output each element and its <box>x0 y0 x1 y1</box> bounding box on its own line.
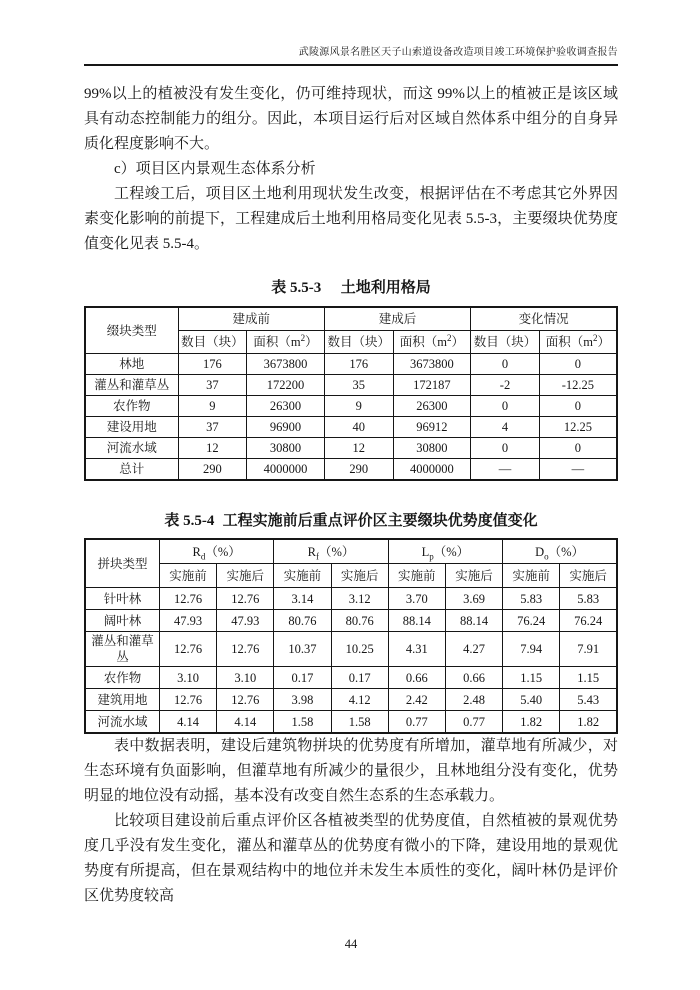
table-cell: 26300 <box>247 396 325 417</box>
row-label: 阔叶林 <box>85 610 159 632</box>
table-cell: 47.93 <box>217 610 274 632</box>
table-cell: 2.48 <box>445 689 502 711</box>
metric-suffix: （%） <box>205 544 241 559</box>
area-label-suffix: ） <box>305 335 318 349</box>
paragraph-landuse-intro: 工程竣工后，项目区土地利用现状发生改变，根据评估在不考虑其它外界因素变化影响的前提下，工程建成后土地利用格局变化见表 5.5-3，主要缀块优势度值变化见表 5.5-4。 <box>84 186 618 252</box>
table-cell: 0.17 <box>331 667 388 689</box>
table2-title-text: 工程实施前后重点评价区主要缀块优势度值变化 <box>222 513 538 529</box>
table-cell: 37 <box>178 417 247 438</box>
metric-letter: D <box>535 544 545 559</box>
paragraph-analysis-1: 表中数据表明，建设后建筑物拼块的优势度有所增加，灌草地有所减少，对生态环境有负面影响，但灌草地有所减少的量很少，且林地组分没有变化，优势明显的地位没有动摇，基本没有改变自然生态系的生态承载力。 <box>84 738 618 804</box>
table1-group-after-header: 建成后 <box>324 307 470 331</box>
table-row <box>85 396 617 417</box>
table1-title-text: 土地利用格局 <box>340 280 431 296</box>
table-cell: 176 <box>178 354 247 375</box>
table2-group-rd-header <box>159 539 273 564</box>
table2-header-groups-row <box>85 539 617 564</box>
table-cell: 12.25 <box>539 417 617 438</box>
table-cell: 0 <box>539 438 617 459</box>
table-cell: 1.82 <box>503 711 560 734</box>
table-cell: 3.70 <box>388 588 445 610</box>
table-cell: — <box>539 459 617 481</box>
table-cell: 88.14 <box>445 610 502 632</box>
table-cell: 12.76 <box>159 588 216 610</box>
table-cell: 5.40 <box>503 689 560 711</box>
table-cell: 0.77 <box>445 711 502 734</box>
table1-count-header: 数目（块） <box>471 331 540 354</box>
table-cell: 0.77 <box>388 711 445 734</box>
table-cell: 7.91 <box>560 632 617 667</box>
table-row <box>85 375 617 396</box>
paragraph-analysis-2: 比较项目建设前后重点评价区各植被类型的优势度值，自然植被的景观优势度几乎没有发生变化，灌丛和灌草丛的优势度有微小的下降，建设用地的景观优势度有所提高，但在景观结构中的地位并未发生本质性的变化，阔叶林仍是评价区优势度较高 <box>84 813 618 904</box>
table-cell: 290 <box>178 459 247 481</box>
table-cell: 0.17 <box>274 667 331 689</box>
table-cell: 4000000 <box>393 459 471 481</box>
table1-header-groups-row <box>85 307 617 331</box>
table-cell: 4.14 <box>159 711 216 734</box>
row-label: 河流水域 <box>85 711 159 734</box>
metric-subscript: o <box>544 551 549 561</box>
table-cell: 10.37 <box>274 632 331 667</box>
row-label: 灌丛和灌草丛 <box>85 375 178 396</box>
table-cell: 2.42 <box>388 689 445 711</box>
area-label-prefix: 面积（m <box>399 335 447 349</box>
table-cell: 1.82 <box>560 711 617 734</box>
table-row <box>85 632 617 667</box>
table-cell: 0 <box>471 396 540 417</box>
table-row <box>85 588 617 610</box>
table-cell: 12 <box>178 438 247 459</box>
metric-letter: R <box>192 544 201 559</box>
table1-count-header: 数目（块） <box>178 331 247 354</box>
table-cell: 3.98 <box>274 689 331 711</box>
area-label-sup: 2 <box>593 332 598 343</box>
table-cell: 12.76 <box>217 632 274 667</box>
table-cell: 35 <box>324 375 393 396</box>
table-row <box>85 711 617 734</box>
row-label: 建筑用地 <box>85 689 159 711</box>
metric-suffix: （%） <box>548 544 585 559</box>
metric-suffix: （%） <box>433 544 470 559</box>
table-cell: 10.25 <box>331 632 388 667</box>
table2-group-rf-header <box>274 539 388 564</box>
table-row <box>85 689 617 711</box>
table-cell: 172200 <box>247 375 325 396</box>
document-body <box>84 82 618 909</box>
metric-subscript: d <box>200 551 206 561</box>
page-header <box>84 0 618 66</box>
table-cell: 5.83 <box>503 588 560 610</box>
header-title: 武陵源风景名胜区天子山索道设备改造项目竣工环境保护验收调查报告 <box>298 47 618 58</box>
table-cell: 1.15 <box>503 667 560 689</box>
table-cell: 12.76 <box>217 689 274 711</box>
table-patch-dominance <box>84 538 618 734</box>
after-impl-header: 实施后 <box>217 564 274 588</box>
table-cell: 290 <box>324 459 393 481</box>
table-cell: 76.24 <box>503 610 560 632</box>
table-cell: 96912 <box>393 417 471 438</box>
table-row <box>85 610 617 632</box>
table-cell: 1.15 <box>560 667 617 689</box>
table-cell: 26300 <box>393 396 471 417</box>
table2-patch-type-header: 拼块类型 <box>85 539 159 588</box>
table-cell: 0 <box>539 354 617 375</box>
metric-suffix: （%） <box>318 544 355 559</box>
table-cell: 3.12 <box>331 588 388 610</box>
table-cell: 12 <box>324 438 393 459</box>
table-cell: 96900 <box>247 417 325 438</box>
row-label: 针叶林 <box>85 588 159 610</box>
table-cell: 4.27 <box>445 632 502 667</box>
table-cell: 80.76 <box>331 610 388 632</box>
table-row <box>85 667 617 689</box>
table-cell: 3.69 <box>445 588 502 610</box>
row-label: 灌丛和灌草丛 <box>85 632 159 667</box>
metric-subscript: f <box>315 551 319 561</box>
area-label-suffix: ） <box>451 335 464 349</box>
before-impl-header: 实施前 <box>388 564 445 588</box>
table-cell: 4 <box>471 417 540 438</box>
table-cell: 4.31 <box>388 632 445 667</box>
table-cell: 9 <box>178 396 247 417</box>
table2-group-lp-header <box>388 539 502 564</box>
area-label-sup: 2 <box>446 332 452 343</box>
table-cell: 47.93 <box>159 610 216 632</box>
metric-subscript: p <box>429 551 434 561</box>
table-cell: 176 <box>324 354 393 375</box>
table-cell: 30800 <box>393 438 471 459</box>
table-cell: 4000000 <box>247 459 325 481</box>
table1-area-header <box>247 331 325 354</box>
table1-group-before-header: 建成前 <box>178 307 324 331</box>
table2-title-label: 表 5.5-4 <box>164 513 215 529</box>
row-label: 农作物 <box>85 667 159 689</box>
before-impl-header: 实施前 <box>503 564 560 588</box>
row-label: 河流水域 <box>85 438 178 459</box>
table-cell: -12.25 <box>539 375 617 396</box>
after-impl-header: 实施后 <box>445 564 502 588</box>
before-impl-header: 实施前 <box>274 564 331 588</box>
table-row <box>85 459 617 481</box>
table1-area-header <box>539 331 617 354</box>
table1-title-label: 表 5.5-3 <box>271 280 322 296</box>
table2-title <box>84 511 618 531</box>
table-cell: 3.14 <box>274 588 331 610</box>
before-impl-header: 实施前 <box>159 564 216 588</box>
table-cell: — <box>471 459 540 481</box>
row-label: 林地 <box>85 354 178 375</box>
table-cell: 30800 <box>247 438 325 459</box>
after-impl-header: 实施后 <box>560 564 617 588</box>
table-cell: 0 <box>539 396 617 417</box>
table1-title <box>84 278 618 298</box>
table1-area-header <box>393 331 471 354</box>
metric-letter: L <box>421 544 430 559</box>
metric-letter: R <box>307 544 316 559</box>
table-cell: 4.14 <box>217 711 274 734</box>
table-cell: 0.66 <box>445 667 502 689</box>
table-cell: 5.43 <box>560 689 617 711</box>
after-impl-header: 实施后 <box>331 564 388 588</box>
table-cell: 3.10 <box>159 667 216 689</box>
table-cell: 7.94 <box>503 632 560 667</box>
table-row <box>85 438 617 459</box>
table-cell: 88.14 <box>388 610 445 632</box>
table1-patch-type-header: 缀块类型 <box>85 307 178 354</box>
table-cell: 0 <box>471 438 540 459</box>
table-cell: 172187 <box>393 375 471 396</box>
table-cell: 40 <box>324 417 393 438</box>
table-cell: -2 <box>471 375 540 396</box>
row-label: 农作物 <box>85 396 178 417</box>
paragraph-section-c-heading: c）项目区内景观生态体系分析 <box>114 161 316 177</box>
table-cell: 12.76 <box>159 632 216 667</box>
area-label-suffix: ） <box>597 335 611 349</box>
paragraph-vegetation: 99%以上的植被没有发生变化，仍可维持现状，而这 99%以上的植被正是该区域具有动态控制能力的组分。因此，本项目运行后对区域自然体系中组分的自身异质化程度影响不大。 <box>84 86 618 152</box>
table-cell: 0 <box>471 354 540 375</box>
table-cell: 5.83 <box>560 588 617 610</box>
table-cell: 12.76 <box>217 588 274 610</box>
area-label-sup: 2 <box>300 332 306 343</box>
table-cell: 0.66 <box>388 667 445 689</box>
table1-count-header: 数目（块） <box>324 331 393 354</box>
table-land-use-pattern <box>84 306 618 481</box>
area-label-prefix: 面积（m <box>545 335 594 349</box>
table2-group-do-header <box>503 539 617 564</box>
row-label: 建设用地 <box>85 417 178 438</box>
area-label-prefix: 面积（m <box>253 335 301 349</box>
table-cell: 12.76 <box>159 689 216 711</box>
table2-header-sub-row <box>85 564 617 588</box>
table-cell: 3673800 <box>393 354 471 375</box>
table-cell: 76.24 <box>560 610 617 632</box>
table-row <box>85 417 617 438</box>
table-row <box>85 354 617 375</box>
row-label: 总计 <box>85 459 178 481</box>
table-cell: 3.10 <box>217 667 274 689</box>
table-cell: 1.58 <box>274 711 331 734</box>
table-cell: 37 <box>178 375 247 396</box>
table-cell: 4.12 <box>331 689 388 711</box>
table-cell: 80.76 <box>274 610 331 632</box>
table-cell: 1.58 <box>331 711 388 734</box>
table-cell: 3673800 <box>247 354 325 375</box>
table-cell: 9 <box>324 396 393 417</box>
table1-group-change-header: 变化情况 <box>471 307 617 331</box>
page-number: 44 <box>344 937 358 951</box>
